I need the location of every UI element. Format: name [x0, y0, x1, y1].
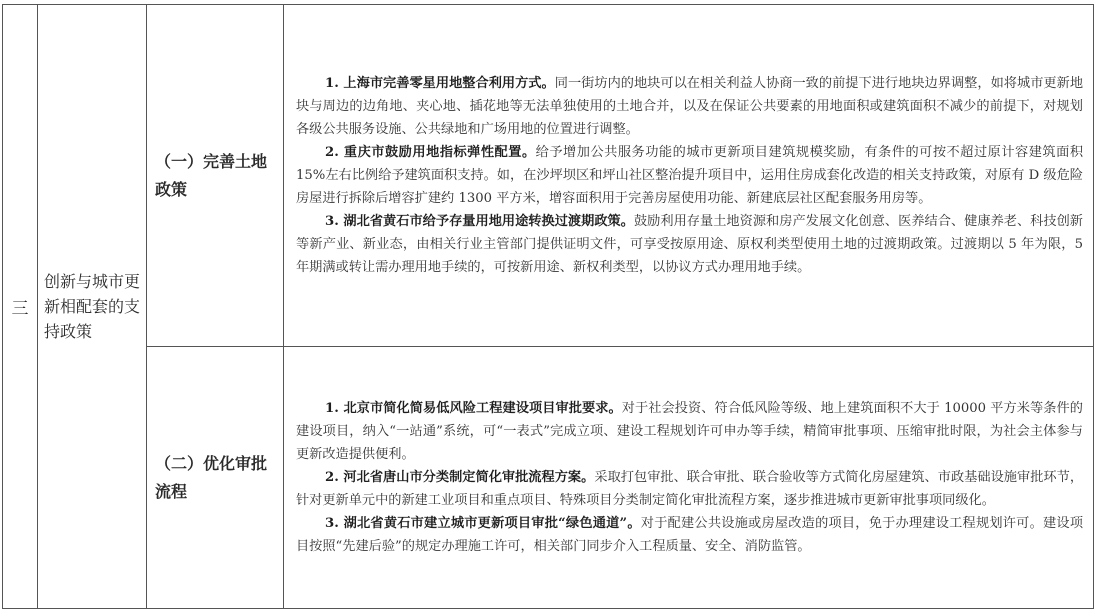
policy-item-text: 对于社会投资、符合低风险等级、地上建筑面积不大于 10000 平方米等条件的建设项目，纳入“一站通”系统，可“一表式”完成立项、建设工程规划许可申办等手续，精简审批事项、压缩审批时限，为社会主体参与更新改造提供便利。: [296, 401, 1083, 462]
policy-item-lead: 2. 河北省唐山市分类制定简化审批流程方案。: [325, 470, 595, 485]
subsection-title-approval-process: （二）优化审批流程: [147, 347, 284, 609]
policy-item: [296, 141, 1083, 210]
policy-item: [296, 210, 1083, 279]
policy-item-text: 对于配建公共设施或房屋改造的项目，免于办理建设工程规划许可。建设项目按照“先建后验”的规定办理施工许可，相关部门同步介入工程质量、安全、消防监管。: [296, 516, 1084, 554]
policy-item-text: 采取打包审批、联合审批、联合验收等方式简化房屋建筑、市政基础设施审批环节，针对更新单元中的新建工业项目和重点项目、特殊项目分类制定简化审批流程方案，逐步推进城市更新审批事项同级化。: [296, 470, 1084, 508]
policy-item-lead: 3. 湖北省黄石市建立城市更新项目审批“绿色通道”。: [325, 516, 641, 531]
policy-item: [296, 512, 1083, 558]
subsection-title-land-policy: （一）完善土地政策: [147, 5, 284, 347]
table-row: [3, 5, 1094, 347]
policy-item: [296, 72, 1083, 141]
policy-item: [296, 466, 1083, 512]
policy-item-lead: 3. 湖北省黄石市给予存量用地用途转换过渡期政策。: [325, 214, 634, 229]
table-row: [3, 347, 1094, 609]
policy-item-lead: 1. 上海市完善零星用地整合利用方式。: [325, 76, 555, 91]
subsection-content-land-policy: [284, 5, 1094, 347]
policy-item: [296, 397, 1083, 466]
policy-item-text: 给予增加公共服务功能的城市更新项目建筑规模奖励，有条件的可按不超过原计容建筑面积 15%左右比例给予建筑面积支持。如，在沙坪坝区和坪山社区整治提升项目中，运用住房成套化改造的相关支持政策，对原有 D 级危险房屋进行拆除后增容扩建约 1300 平方米，增容面积用于完善房屋使用功能、新建底层社区配套服务用房等。: [296, 145, 1084, 206]
category-cell: 创新与城市更新相配套的支持政策: [38, 5, 147, 609]
policy-item-text: 同一街坊内的地块可以在相关利益人协商一致的前提下进行地块边界调整，如将城市更新地块与周边的边角地、夹心地、插花地等无法单独使用的土地合并，以及在保证公共要素的用地面积或建筑面积不减少的前提下，对规划各级公共服务设施、公共绿地和广场用地的位置进行调整。: [296, 76, 1084, 137]
policy-item-lead: 1. 北京市简化简易低风险工程建设项目审批要求。: [325, 401, 622, 416]
subsection-content-approval-process: [284, 347, 1094, 609]
policy-table: [2, 4, 1094, 609]
policy-item-lead: 2. 重庆市鼓励用地指标弹性配置。: [325, 145, 536, 160]
policy-item-text: 鼓励利用存量土地资源和房产发展文化创意、医养结合、健康养老、科技创新等新产业、新业态，由相关行业主管部门提供证明文件，可享受按原用途、原权利类型使用土地的过渡期政策。过渡期以 5 年为限，5 年期满或转让需办理用地手续的，可按新用途、新权利类型，以协议方式办理用地手续。: [296, 214, 1083, 275]
section-number: 三: [3, 5, 38, 609]
